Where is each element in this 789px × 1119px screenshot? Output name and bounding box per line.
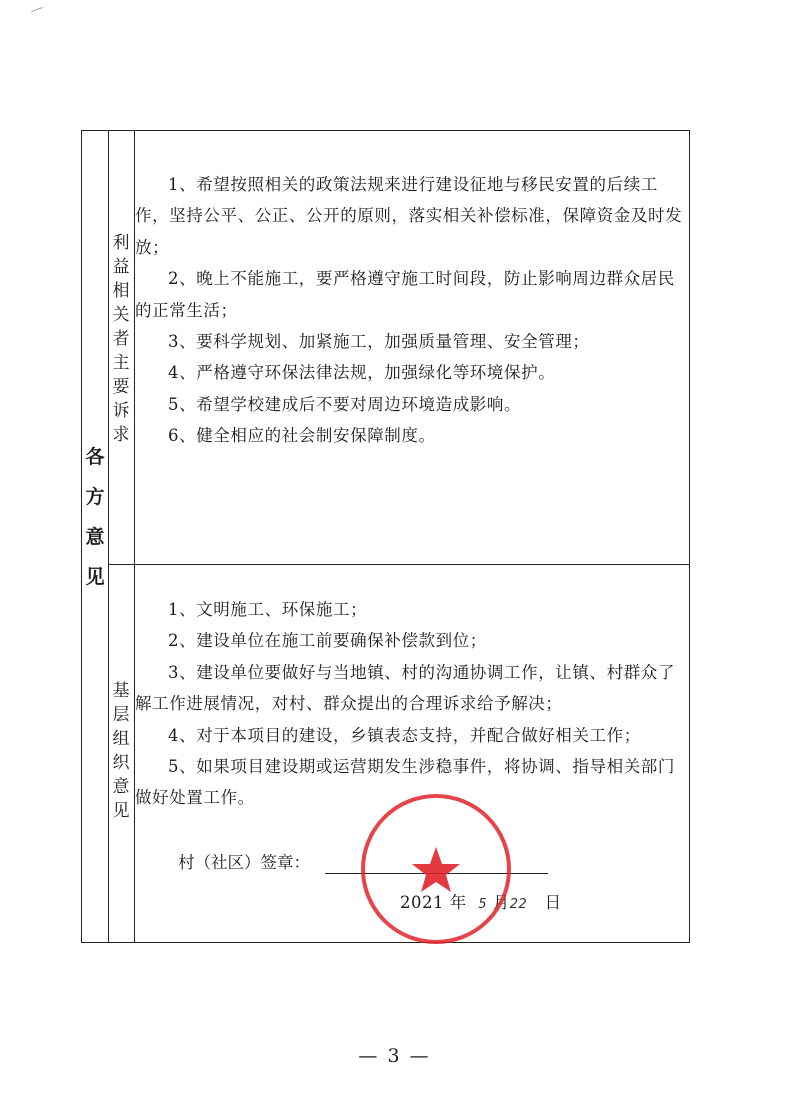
stakeholder-demands — [135, 169, 685, 452]
grassroots-opinions — [135, 594, 685, 814]
stakeholder-label: 利 益 相 关 者 主 要 诉 求 — [112, 233, 130, 445]
list-item: 3、建设单位要做好与当地镇、村的沟通协调工作，让镇、村群众了解工作进展情况，对村、群众提出的合理诉求给予解决； — [135, 662, 675, 714]
outer-label: 各 方 意 见 — [85, 446, 105, 588]
list-item: 4、对于本项目的建设，乡镇表态支持，并配合做好相关工作； — [168, 725, 641, 745]
list-item: 2、晚上不能施工，要严格遵守施工时间段，防止影响周边群众居民的正常生活； — [135, 269, 675, 320]
list-item: 5、如果项目建设期或运营期发生涉稳事件，将协调、指导相关部门做好处置工作。 — [135, 757, 675, 808]
date-year: 2021 — [400, 893, 444, 912]
list-item: 1、希望按照相关的政策法规来进行建设征地与移民安置的后续工作，坚持公平、公正、公开的原则，落实相关补偿标准，保障资金及时发放； — [135, 175, 683, 257]
list-item: 3、要科学规划、加紧施工，加强质量管理、安全管理； — [168, 332, 590, 352]
sign-date: 2021 年 5 月22 日 — [400, 893, 562, 912]
page-number: — 3 — — [358, 1045, 431, 1067]
grassroots-label: 基 层 组 织 意 见 — [112, 681, 130, 821]
list-item: 2、建设单位在施工前要确保补偿款到位； — [168, 631, 487, 651]
list-item: 4、严格遵守环保法律法规，加强绿化等环境保护。 — [168, 363, 556, 383]
date-day: 22 — [509, 897, 528, 912]
opinions-table — [81, 130, 690, 943]
scan-mark — [31, 7, 43, 12]
date-month: 5 — [478, 897, 488, 912]
official-seal — [358, 791, 514, 947]
star-icon — [412, 847, 460, 892]
list-item: 6、健全相应的社会制安保障制度。 — [168, 426, 436, 446]
list-item: 5、希望学校建成后不要对周边环境造成影响。 — [168, 394, 522, 414]
list-item: 1、文明施工、环保施工； — [168, 600, 368, 619]
signature-label: 村（社区）签章： — [178, 853, 310, 872]
